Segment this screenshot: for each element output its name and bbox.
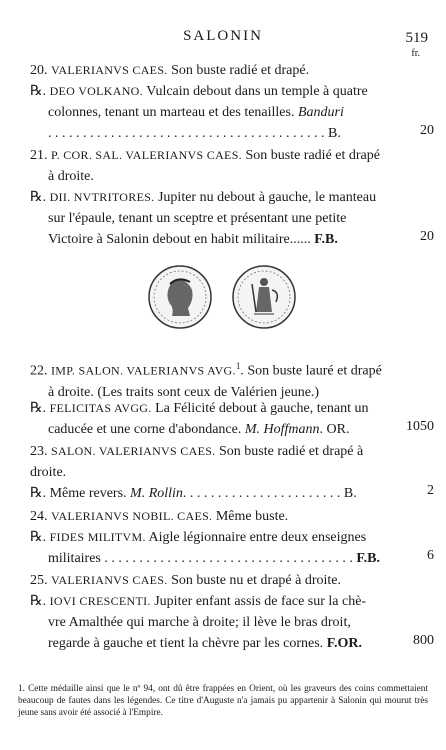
obverse-legend: IMP. SALON. VALERIANVS AVG. — [51, 363, 236, 378]
obverse-legend: VALERIANVS NOBIL. CAES. — [51, 509, 213, 523]
rarity: F.OR. — [326, 636, 362, 651]
page-number: 519 — [405, 30, 428, 46]
price: 6 — [427, 548, 434, 563]
source-collection: Banduri — [297, 105, 344, 120]
dot-leader: . . . . . . . . . . . . . . . . . . . . . . . . . . . . . . . . . . . . . . . . — [48, 126, 325, 141]
price: 20 — [420, 123, 434, 138]
entry-23-obverse: 23. SALON. VALERIANVS CAES. Son buste radié et drapé à droite. — [30, 444, 364, 480]
reverse-legend: DII. NVTRITORES. — [49, 190, 155, 204]
price: 2 — [427, 483, 434, 498]
entry-25-reverse: ℞. IOVI CRESCENTI. Jupiter enfant assis de face sur la chè- vre Amalthée qui marche à droite; il lève le bras droit, regarde à gauche et tient la chèvre par les cornes. F.OR. — [30, 594, 367, 651]
entry-22-reverse: ℞. FELICITAS AVGG. La Félicité debout à gauche, tenant un caducée et une corne d'abondance. M. Hoffmann. OR. — [30, 401, 369, 437]
footnote-text: Cette médaille ainsi que le nº 94, ont dû être frappées en Orient, où les graveurs des coins commettaient beaucoup de fautes dans les légendes. Ce titre d'Auguste n'a jamais pu appartenir à Salonin qui mourut très jeune sans avoir été associé à l'Empire. — [18, 684, 429, 718]
dot-leader: . . . . . . . . . . . . . . . . . . . . . . — [189, 486, 341, 501]
footnote-ref: 1 — [235, 361, 241, 371]
obverse-legend: VALERIANVS CAES. — [51, 63, 168, 77]
price: 1050 — [406, 419, 434, 434]
entry-20-obverse: 20. VALERIANVS CAES. Son buste radié et drapé. — [30, 63, 310, 78]
rarity: B. — [343, 486, 357, 501]
entry-23-reverse: ℞. Même revers. M. Rollin. . . . . . . . . . . . . . . . . . . . . . . B. — [30, 486, 357, 501]
reverse-legend: IOVI CRESCENTI. — [49, 594, 151, 608]
entry-25-obverse: 25. VALERIANVS CAES. Son buste nu et drapé à droite. — [30, 573, 341, 588]
price: 800 — [413, 633, 434, 648]
obverse-legend: P. COR. SAL. VALERIANVS CAES. — [51, 148, 242, 162]
dot-leader: . . . . . . . . . . . . . . . . . . . . . . . . . . . . . . . . . . . . — [104, 551, 353, 566]
reverse-legend: FELICITAS AVGG. — [49, 401, 152, 415]
footnote-marker: 1. — [18, 684, 25, 694]
rarity: F.B. — [314, 232, 338, 247]
reverse-legend: FIDES MILITVM. — [49, 530, 146, 544]
entry-24-obverse: 24. VALERIANVS NOBIL. CAES. Même buste. — [30, 509, 289, 524]
price: 20 — [420, 229, 434, 244]
entry-21-reverse: ℞. DII. NVTRITORES. Jupiter nu debout à gauche, le manteau sur l'épaule, tenant un sceptre et présentant une petite Victoire à Salonin debout en habit militaire...... F.B. — [30, 190, 377, 247]
rarity: B. — [328, 126, 341, 141]
reverse-legend: DEO VOLKANO. — [49, 84, 143, 98]
entry-24-reverse: ℞. FIDES MILITVM. Aigle légionnaire entre deux enseignes militaires . . . . . . . . . . . . . . . . . . . . . . . . . . . . . . . . . . . . F.B. — [30, 530, 380, 566]
entry-21-obverse: 21. P. COR. SAL. VALERIANVS CAES. Son buste radié et drapé à droite. — [30, 148, 380, 184]
coin-reverse-image — [233, 266, 295, 328]
obverse-legend: SALON. VALERIANVS CAES. — [51, 444, 216, 458]
footnote — [18, 683, 428, 719]
entry-22-obverse: 22. IMP. SALON. VALERIANVS AVG.$^1$. Son buste lauré et drapé à droite. (Les traits sont ceux de Valérien jeune.) — [30, 361, 382, 400]
rarity: OR. — [326, 422, 350, 437]
coin-obverse-image — [149, 266, 211, 328]
rarity: F.B. — [356, 551, 380, 566]
source-collection: M. Rollin — [130, 486, 183, 501]
source-collection: M. Hoffmann — [244, 422, 320, 437]
page-title: SALONIN — [183, 28, 263, 44]
entry-20-reverse: ℞. DEO VOLKANO. Vulcain debout dans un temple à quatre colonnes, tenant un marteau et des tenailles. Banduri . . . . . . . . . . . . . . . . . . . . . . . . . . . . . . . . . . . . . . . . B. — [30, 84, 368, 141]
obverse-description: Son buste radié et drapé. — [171, 63, 310, 78]
coin-illustration — [142, 262, 302, 332]
obverse-legend: VALERIANVS CAES. — [51, 573, 168, 587]
price-unit: fr. — [411, 48, 420, 59]
